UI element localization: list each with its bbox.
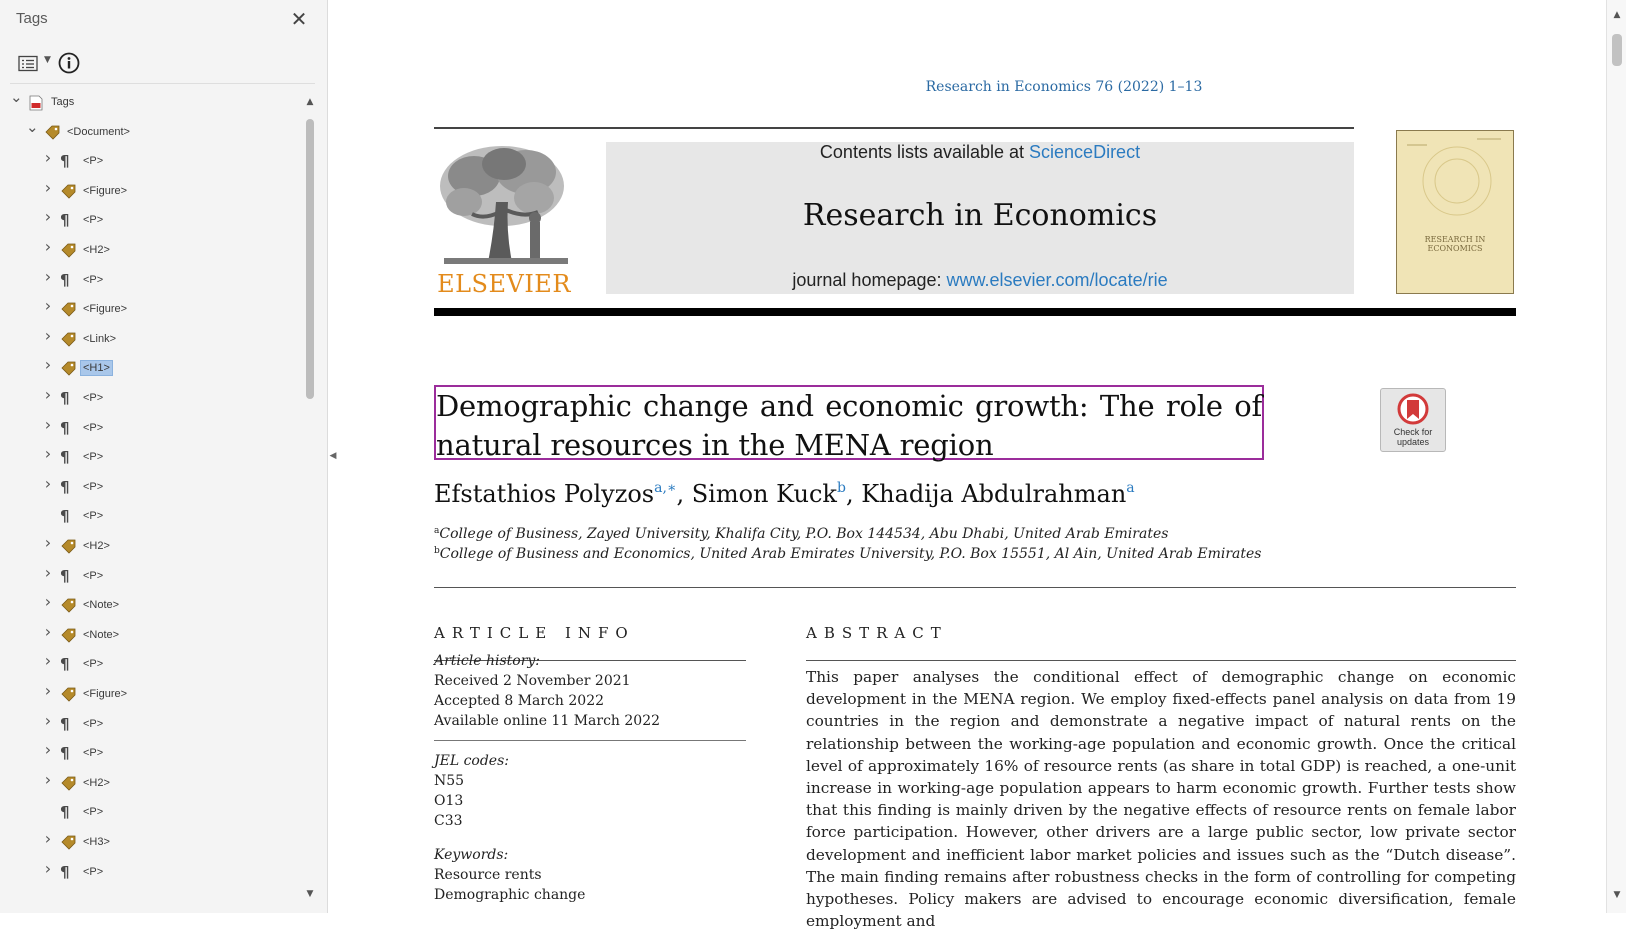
- elsevier-wordmark: ELSEVIER: [437, 270, 571, 298]
- tree-row[interactable]: [0, 800, 300, 826]
- options-list-icon: [18, 55, 40, 73]
- abstract-heading: ABSTRACT: [806, 624, 948, 642]
- accepted-date: Accepted 8 March 2022: [434, 693, 605, 709]
- jel-code: O13: [434, 793, 464, 809]
- chevron-right-icon[interactable]: ›: [44, 562, 52, 582]
- jel-codes-label: JEL codes:: [434, 753, 509, 769]
- tree-row[interactable]: [0, 327, 300, 353]
- chevron-right-icon[interactable]: ›: [44, 177, 52, 197]
- affiliation-b: [434, 546, 1434, 562]
- contents-prefix: Contents lists available at: [819, 142, 1030, 162]
- tree-node-label: <Figure>: [83, 303, 128, 316]
- chevron-right-icon[interactable]: ›: [44, 385, 52, 404]
- elsevier-tree-icon: [434, 142, 574, 266]
- tree-node-label: <P>: [83, 421, 104, 434]
- received-date: Received 2 November 2021: [434, 673, 631, 689]
- tree-node-label: <Document>: [67, 125, 130, 138]
- running-head[interactable]: Research in Economics 76 (2022) 1–13: [925, 79, 1203, 95]
- chevron-right-icon[interactable]: ›: [44, 769, 52, 789]
- chevron-right-icon[interactable]: ›: [44, 148, 52, 168]
- paragraph-icon: ¶: [60, 477, 70, 496]
- document-scrollbar[interactable]: [1606, 0, 1626, 913]
- elsevier-logo: [434, 142, 574, 300]
- tree-row[interactable]: [0, 652, 300, 678]
- tree-row[interactable]: [0, 416, 300, 442]
- abstract-rule: [806, 660, 1516, 661]
- tree-row[interactable]: [0, 475, 300, 501]
- affiliation-text: College of Business, Zayed University, Khalifa City, P.O. Box 144534, Abu Dhabi, United Arab Emirates: [439, 526, 1169, 542]
- paragraph-icon: ¶: [60, 744, 70, 763]
- keyword: Demographic change: [434, 887, 586, 903]
- chevron-right-icon[interactable]: ›: [44, 740, 52, 760]
- tree-row[interactable]: [0, 297, 300, 323]
- tree-node-label: <H3>: [83, 836, 110, 848]
- tree-row[interactable]: [0, 771, 300, 797]
- article-info-heading: ARTICLE INFO: [434, 624, 635, 642]
- chevron-right-icon[interactable]: ›: [44, 858, 52, 878]
- cover-title: RESEARCH IN ECONOMICS: [1424, 235, 1486, 253]
- tree-row[interactable]: [0, 534, 300, 560]
- tree-row[interactable]: [0, 117, 300, 146]
- author-list: [434, 480, 1334, 508]
- tree-row[interactable]: [0, 208, 300, 234]
- tree-row[interactable]: [0, 623, 300, 649]
- tag-icon: [60, 687, 76, 703]
- paragraph-icon: ¶: [60, 152, 70, 171]
- tree-node-label: <Figure>: [83, 184, 128, 197]
- article-title: Demographic change and economic growth: The role of natural resources in the MENA region: [436, 389, 1262, 462]
- tree-node-label: <Figure>: [83, 688, 128, 700]
- scroll-up-arrow-icon[interactable]: ▲: [1613, 10, 1621, 20]
- paragraph-icon: ¶: [60, 389, 70, 407]
- document-viewport: [344, 0, 1606, 931]
- tag-icon: [60, 776, 76, 792]
- paragraph-icon: ¶: [60, 655, 70, 674]
- tree-row[interactable]: [0, 712, 300, 738]
- available-online-date: Available online 11 March 2022: [434, 713, 661, 729]
- tree-node-label: <P>: [83, 510, 104, 523]
- tags-panel-toolbar: [10, 46, 315, 84]
- paragraph-icon: ¶: [60, 566, 70, 585]
- tree-node-label: <P>: [83, 747, 104, 760]
- tree-row[interactable]: [0, 504, 300, 530]
- dropdown-caret-icon: ▼: [44, 55, 51, 65]
- homepage-line: [606, 270, 1354, 291]
- tree-node-label: Tags: [51, 96, 75, 108]
- tags-tree-scroll-thumb[interactable]: [306, 119, 314, 399]
- affiliation-a: [434, 526, 1434, 542]
- tree-row[interactable]: [0, 860, 300, 886]
- author-affiliation-link[interactable]: a,∗: [654, 480, 677, 496]
- paragraph-icon: ¶: [60, 862, 70, 881]
- cover-pattern-icon: [1397, 131, 1513, 231]
- check-for-updates-label: Check for updates: [1393, 427, 1433, 447]
- author-affiliation-link[interactable]: b: [836, 480, 846, 496]
- chevron-right-icon[interactable]: ›: [44, 592, 52, 612]
- tag-icon: [60, 539, 76, 555]
- jel-code: C33: [434, 813, 463, 829]
- pdf-file-icon: [28, 95, 44, 111]
- chevron-right-icon[interactable]: ›: [44, 266, 52, 286]
- banner-thick-rule: [434, 308, 1516, 316]
- sciencedirect-link[interactable]: ScienceDirect: [1029, 142, 1141, 162]
- author-name: Khadija Abdulrahman: [861, 480, 1127, 508]
- paragraph-icon: ¶: [60, 211, 70, 230]
- chevron-right-icon[interactable]: ›: [44, 681, 52, 700]
- tag-icon: [60, 835, 76, 851]
- tree-node-label: <Link>: [83, 332, 117, 345]
- tag-icon: [60, 332, 76, 348]
- paragraph-icon: ¶: [60, 448, 70, 467]
- chevron-right-icon[interactable]: ›: [44, 296, 52, 316]
- paragraph-icon: ¶: [60, 418, 70, 437]
- tree-row[interactable]: [0, 149, 300, 175]
- tree-node-label: <Note>: [83, 628, 120, 641]
- chevron-right-icon[interactable]: ›: [44, 651, 52, 671]
- paragraph-icon: ¶: [60, 803, 70, 822]
- chevron-right-icon[interactable]: ›: [44, 533, 52, 552]
- bookmark-badge-icon: [1381, 391, 1445, 429]
- chevron-right-icon[interactable]: ›: [44, 621, 52, 641]
- tree-node-label: <P>: [83, 273, 104, 286]
- tree-row[interactable]: [0, 830, 300, 856]
- author-name: Simon Kuck: [691, 480, 837, 508]
- affiliation-text: College of Business and Economics, United Arab Emirates University, P.O. Box 15551, Al Ain, United Arab Emirates: [439, 546, 1262, 562]
- affiliation-marker: b: [434, 546, 440, 556]
- tag-icon: [60, 361, 76, 377]
- chevron-right-icon[interactable]: ›: [44, 237, 52, 256]
- close-panel-button[interactable]: ✕: [290, 7, 308, 31]
- tree-node-label: <P>: [83, 155, 104, 168]
- check-for-updates-button[interactable]: [1380, 388, 1446, 452]
- chevron-right-icon[interactable]: ›: [44, 829, 52, 848]
- collapse-panel-handle[interactable]: ◀: [329, 451, 337, 461]
- tree-row[interactable]: [0, 238, 300, 264]
- chevron-right-icon[interactable]: ›: [44, 473, 52, 493]
- chevron-right-icon[interactable]: ›: [44, 710, 52, 730]
- tag-icon: [60, 243, 76, 259]
- tree-node-label: <P>: [83, 865, 104, 878]
- paragraph-icon: ¶: [60, 507, 70, 526]
- keywords-label: Keywords:: [434, 847, 509, 863]
- abstract-text: This paper analyses the conditional effect of demographic change on economic development in the MENA region. We employ fixed-effects panel analysis on data from 19 countries in the region and demonstrate a negative impact of natural rents on the relationship between the working-age population and economic growth. Once the critical level of approximately 16% of resource rents (as share in total GDP) is reached, a one-unit increase in working-age population appears to harm economic growth. Further tests show that this finding is mainly driven by the negative effects of resource rents on female labor force participation. However, other drivers are a large public sector, low private sector development and inefficient labor market policies and issues such as the “Dutch disease”. The main finding remains after robustness checks in the form of controlling for competing hypotheses. Policy makers are advised to encourage economic diversification, female employment and: [806, 668, 1516, 931]
- tag-icon: [60, 628, 76, 644]
- tree-node-label: <P>: [83, 569, 104, 582]
- chevron-right-icon[interactable]: ›: [44, 207, 52, 227]
- homepage-prefix: journal homepage:: [792, 270, 947, 290]
- tree-node-label: <H2>: [83, 540, 110, 552]
- tree-node-label: <P>: [83, 658, 104, 671]
- tree-row[interactable]: [0, 386, 300, 412]
- tree-row[interactable]: [0, 268, 300, 294]
- tags-tree-scrollbar[interactable]: [303, 95, 317, 913]
- tag-icon: [60, 598, 76, 614]
- tree-row[interactable]: [0, 682, 300, 708]
- document-scroll-thumb[interactable]: [1612, 34, 1622, 66]
- scroll-down-arrow-icon[interactable]: ▼: [306, 889, 314, 899]
- author-name: Efstathios Polyzos: [434, 480, 655, 508]
- paragraph-icon: ¶: [60, 714, 70, 733]
- tree-node-label: <P>: [83, 806, 104, 819]
- journal-cover-image: [1396, 130, 1514, 294]
- tree-node-label: <P>: [83, 717, 104, 730]
- jel-code: N55: [434, 773, 465, 789]
- journal-banner: [606, 142, 1354, 294]
- keyword: Resource rents: [434, 867, 542, 883]
- tree-node-label: <P>: [83, 214, 104, 227]
- tree-row[interactable]: [0, 741, 300, 767]
- tree-node-label: <H2>: [83, 244, 110, 256]
- tags-panel: [0, 0, 328, 913]
- info-button[interactable]: [57, 51, 81, 75]
- tree-row[interactable]: [0, 564, 300, 590]
- contents-line: [606, 142, 1354, 163]
- paragraph-icon: ¶: [60, 270, 70, 289]
- tree-row[interactable]: [0, 179, 300, 205]
- chevron-right-icon[interactable]: ›: [44, 325, 52, 345]
- tag-icon: [60, 184, 76, 200]
- tree-node-label: <Note>: [83, 599, 120, 612]
- tree-row[interactable]: [0, 90, 300, 116]
- tags-tree: [0, 90, 300, 913]
- options-menu-button[interactable]: [14, 52, 52, 76]
- tags-panel-title: Tags: [16, 10, 48, 27]
- chevron-right-icon[interactable]: ›: [44, 414, 52, 434]
- chevron-down-icon[interactable]: ⌄: [26, 117, 39, 136]
- tree-node-label: <H2>: [83, 776, 110, 789]
- chevron-down-icon[interactable]: ⌄: [10, 88, 23, 106]
- tag-icon: [44, 125, 60, 141]
- tag-icon: [60, 302, 76, 318]
- tree-row[interactable]: [0, 356, 300, 382]
- section-rule: [434, 587, 1516, 588]
- tree-node-label: <P>: [83, 392, 104, 404]
- scroll-up-arrow-icon[interactable]: ▲: [306, 97, 314, 107]
- journal-homepage-link[interactable]: www.elsevier.com/locate/rie: [946, 270, 1168, 290]
- tree-row[interactable]: [0, 593, 300, 619]
- scroll-down-arrow-icon[interactable]: ▼: [1613, 890, 1621, 900]
- tree-row[interactable]: [0, 445, 300, 471]
- selected-h1-highlight[interactable]: [434, 385, 1264, 460]
- author-separator: ,: [845, 480, 862, 508]
- affiliation-marker: a: [434, 526, 440, 536]
- author-affiliation-link[interactable]: a: [1126, 480, 1135, 496]
- author-separator: ,: [676, 480, 692, 508]
- tree-node-label: <H1>: [83, 362, 110, 375]
- tree-node-label: <P>: [83, 451, 104, 464]
- article-history-label: Article history:: [434, 653, 541, 669]
- header-rule: [434, 127, 1354, 129]
- chevron-right-icon[interactable]: ›: [44, 444, 52, 464]
- info-divider: [434, 740, 746, 741]
- journal-name: Research in Economics: [802, 198, 1158, 233]
- info-icon: [57, 51, 81, 75]
- tags-panel-header: [0, 0, 328, 40]
- chevron-right-icon[interactable]: ›: [44, 355, 52, 375]
- tree-node-label: <P>: [83, 480, 104, 493]
